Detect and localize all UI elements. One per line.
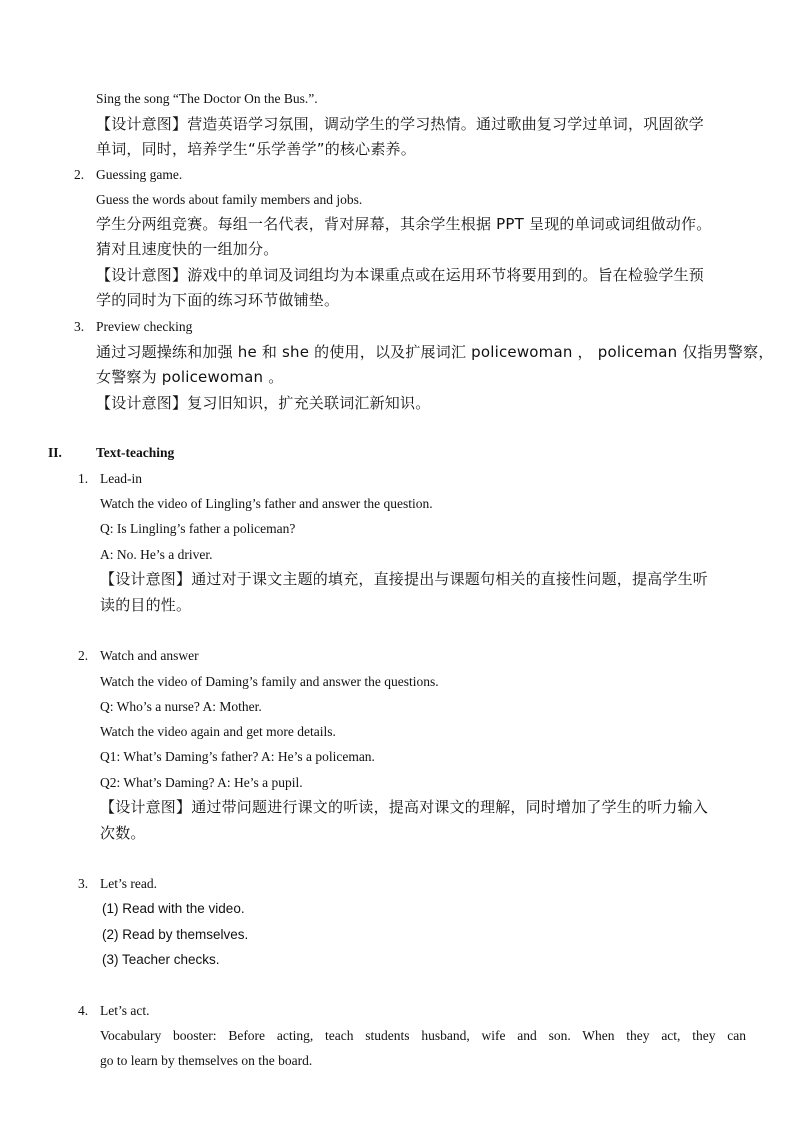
item-3-cn-line2: 女警察为 policewoman 。	[96, 368, 284, 386]
design-intent-1-line1: 【设计意图】营造英语学习氛围，调动学生的学习热情。通过歌曲复习学过单词，巩固欲学	[96, 115, 705, 133]
design-intent-1-line2: 单词，同时，培养学生“乐学善学”的核心素养。	[96, 140, 416, 158]
watch-line2: Q: Who’s a nurse? A: Mother.	[100, 699, 262, 714]
item-2-line1: Guess the words about family members and jobs.	[96, 192, 363, 207]
act-line2: go to learn by themselves on the board.	[100, 1053, 313, 1068]
design-intent-2-line1: 【设计意图】游戏中的单词及词组均为本课重点或在运用环节将要用到的。旨在检验学生预	[96, 266, 705, 284]
leadin-line1: Watch the video of Lingling’s father and answer the question.	[100, 496, 433, 511]
act-line1: Vocabulary booster: Before acting, teach students husband, wife and son. When they act, they can	[100, 1028, 746, 1043]
design-intent-3: 【设计意图】复习旧知识，扩充关联词汇新知识。	[96, 394, 431, 412]
leadin-answer: A: No. He’s a driver.	[100, 547, 213, 562]
watch-line4: Q1: What’s Daming’s father? A: He’s a policeman.	[100, 749, 375, 764]
leadin-number: 1.	[78, 471, 89, 486]
read-number: 3.	[78, 876, 89, 891]
song-line: Sing the song “The Doctor On the Bus.”.	[96, 91, 318, 106]
watch-line1: Watch the video of Daming’s family and answer the questions.	[100, 674, 439, 689]
act-title: Let’s act.	[100, 1003, 150, 1018]
act-number: 4.	[78, 1003, 89, 1018]
item-2-cn-line2: 猜对且速度快的一组加分。	[96, 240, 279, 258]
leadin-intent-line2: 读的目的性。	[100, 596, 192, 614]
read-item-3: (3) Teacher checks.	[102, 952, 220, 967]
leadin-title: Lead-in	[100, 471, 142, 486]
watch-title: Watch and answer	[100, 648, 199, 663]
read-item-2: (2) Read by themselves.	[102, 927, 249, 942]
watch-intent-line2: 次数。	[100, 824, 146, 842]
section-numeral: II.	[48, 445, 62, 460]
read-title: Let’s read.	[100, 876, 157, 891]
item-3-title: Preview checking	[96, 319, 193, 334]
item-2-cn-line1: 学生分两组竞赛。每组一名代表，背对屏幕，其余学生根据 PPT 呈现的单词或词组做动作。	[96, 215, 712, 233]
design-intent-2-line2: 学的同时为下面的练习环节做铺垫。	[96, 291, 340, 309]
watch-intent-line1: 【设计意图】通过带问题进行课文的听读，提高对课文的理解，同时增加了学生的听力输入	[100, 798, 709, 816]
section-title: Text-teaching	[96, 445, 175, 460]
item-3-number: 3.	[74, 319, 85, 334]
watch-line3: Watch the video again and get more details.	[100, 724, 336, 739]
read-item-1: (1) Read with the video.	[102, 901, 245, 916]
item-2-title: Guessing game.	[96, 167, 183, 182]
leadin-intent-line1: 【设计意图】通过对于课文主题的填充，直接提出与课题句相关的直接性问题，提高学生听	[100, 570, 709, 588]
item-2-number: 2.	[74, 167, 85, 182]
item-3-cn-line1: 通过习题操练和加强 he 和 she 的使用，以及扩展词汇 policewoman ， policeman 仅指男警察，	[96, 343, 774, 361]
watch-number: 2.	[78, 648, 89, 663]
watch-line5: Q2: What’s Daming? A: He’s a pupil.	[100, 775, 303, 790]
leadin-question: Q: Is Lingling’s father a policeman?	[100, 521, 296, 536]
